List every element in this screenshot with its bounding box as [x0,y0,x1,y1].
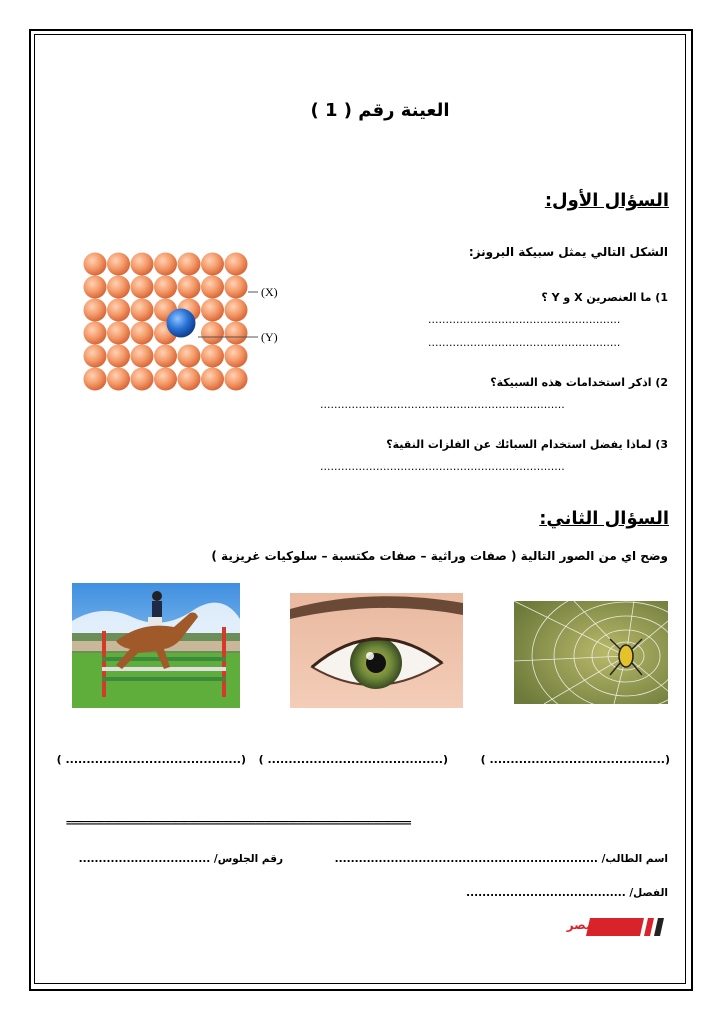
question-1-heading: السؤال الأول: [544,190,669,211]
copper-atom [107,322,130,345]
copper-atom [178,276,201,299]
copper-atom [178,368,201,391]
copper-atom [154,368,177,391]
question-1-intro: الشكل التالي يمثل سبيكة البرونز: [468,245,668,259]
page-title: العينة رقم ( 1 ) [310,100,450,121]
copper-atom [131,322,154,345]
copper-atom [154,345,177,368]
copper-atom [201,299,224,322]
answer-line-1a[interactable]: ....................................................... [428,313,621,326]
label-y: (Y) [261,330,278,344]
copper-atom [107,253,130,276]
copper-atom [201,345,224,368]
copper-atom [178,253,201,276]
copper-atom [201,253,224,276]
answer-eye[interactable]: (.......................................... ) [258,753,448,766]
copper-atom [107,368,130,391]
question-1-item-3: 3) لماذا يفضل استخدام السبائك عن الفلزات النقية؟ [386,438,668,451]
eye-photo [290,593,463,708]
tin-atom [167,309,196,338]
copper-atom [201,322,224,345]
answer-line-1b[interactable]: ....................................................... [428,336,621,349]
copper-atom [225,253,248,276]
copper-atom [154,276,177,299]
copper-atom [131,253,154,276]
question-2-intro: وضح اي من الصور التالية ( صفات وراثية – صفات مكتسبة – سلوكيات غريزية ) [211,549,668,563]
copper-atom [84,276,107,299]
copper-atom [225,276,248,299]
copper-atom [107,276,130,299]
label-x: (X) [261,285,278,299]
copper-atom [107,299,130,322]
separator-line: ========================================================================= [66,818,411,829]
copper-atom [84,253,107,276]
student-name-field[interactable]: اسم الطالب/ .................................................................. [334,853,668,865]
copper-atom [201,368,224,391]
copper-atom [178,345,201,368]
spider-web-photo [514,601,668,704]
horse-jumping-photo [72,583,240,708]
question-1-item-1: 1) ما العنصرين X و Y ؟ [541,291,668,304]
copper-atom [84,345,107,368]
copper-atom [84,368,107,391]
copper-atom [131,345,154,368]
copper-atom [84,322,107,345]
copper-atom [225,368,248,391]
brand-logo-text: صباح مصر [566,918,628,932]
copper-atom [154,253,177,276]
copper-atom [107,345,130,368]
copper-atom [225,299,248,322]
question-2-heading: السؤال الثاني: [539,508,669,529]
answer-horse[interactable]: (.......................................... ) [56,753,246,766]
copper-atom [131,276,154,299]
copper-atom [225,322,248,345]
copper-atom [225,345,248,368]
question-1-item-2: 2) اذكر استخدامات هذه السبيكة؟ [490,376,668,389]
copper-atom [131,299,154,322]
bronze-alloy-diagram [80,250,295,400]
copper-atom [131,368,154,391]
answer-line-3[interactable]: ...................................................................... [320,460,565,473]
seat-number-field[interactable]: رقم الجلوس/ ................................. [78,853,283,865]
copper-atom [201,276,224,299]
brand-logo [554,917,668,937]
answer-line-2[interactable]: ...................................................................... [320,398,565,411]
answer-spider[interactable]: (.......................................... ) [480,753,670,766]
class-field[interactable]: الفصل/ ........................................ [466,887,668,899]
copper-atom [84,299,107,322]
